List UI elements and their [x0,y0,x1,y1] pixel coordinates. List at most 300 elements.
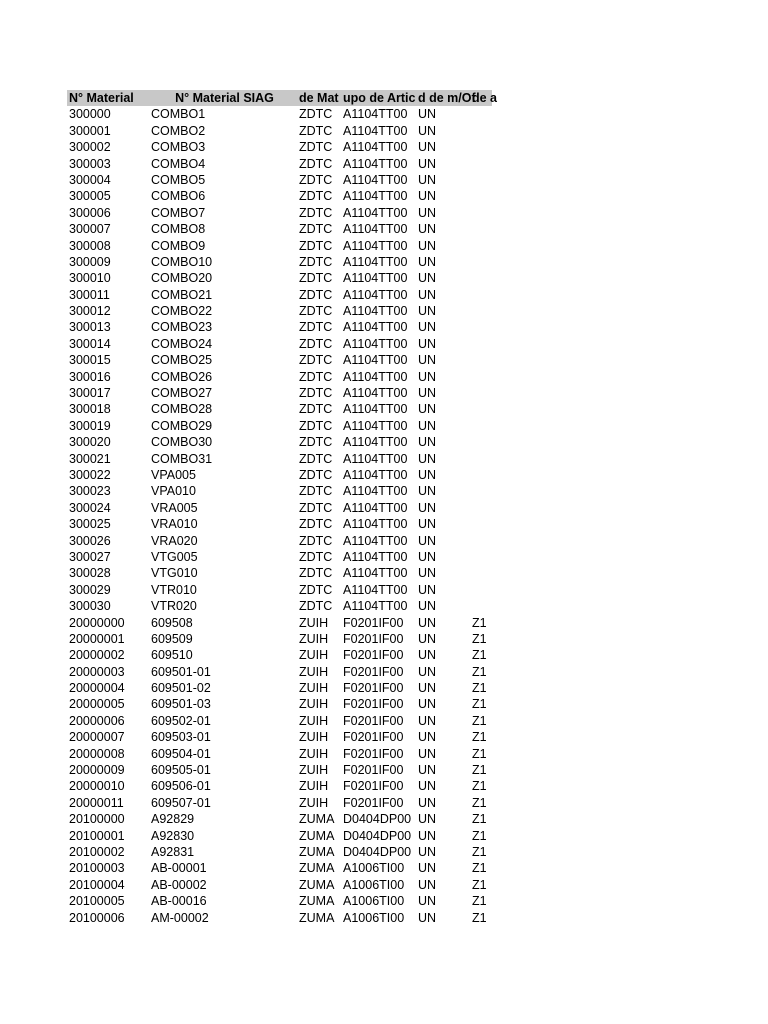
table-cell[interactable]: COMBO9 [151,238,206,253]
table-cell[interactable]: 300004 [69,172,111,187]
table-cell[interactable]: UN [418,812,437,827]
table-cell[interactable]: 300006 [69,205,111,220]
table-cell[interactable]: UN [418,467,437,482]
table-cell[interactable] [470,549,492,565]
table-cell[interactable]: A1104TT00 [343,467,408,482]
table-cell[interactable]: Z1 [472,795,487,810]
table-cell[interactable]: Z1 [472,713,487,728]
table-cell[interactable]: 20100000 [69,812,125,827]
table-cell[interactable]: 20100004 [69,877,125,892]
table-cell[interactable]: A1104TT00 [343,566,408,581]
table-cell[interactable]: 300002 [69,140,111,155]
table-cell[interactable]: VTG010 [151,566,198,581]
table-cell[interactable]: UN [418,795,437,810]
table-cell[interactable]: A1104TT00 [343,205,408,220]
table-cell[interactable] [470,172,492,188]
table-cell[interactable]: 609507-01 [151,795,211,810]
table-cell[interactable]: 300011 [69,287,110,302]
table-cell[interactable]: ZDTC [299,386,333,401]
table-cell[interactable]: 20000011 [69,795,124,810]
table-cell[interactable]: A1104TT00 [343,549,408,564]
table-cell[interactable]: AM-00002 [151,910,209,925]
table-cell[interactable]: 300005 [69,189,111,204]
table-cell[interactable]: VTR010 [151,582,197,597]
table-cell[interactable]: UN [418,402,437,417]
table-cell[interactable]: ZDTC [299,549,333,564]
table-cell[interactable]: 609501-03 [151,697,211,712]
table-cell[interactable]: ZDTC [299,435,333,450]
table-cell[interactable]: COMBO31 [151,451,213,466]
table-cell[interactable]: A1104TT00 [343,517,408,532]
table-cell[interactable]: UN [418,582,437,597]
table-cell[interactable]: A1104TT00 [343,451,408,466]
table-cell[interactable]: UN [418,418,437,433]
table-cell[interactable]: 300013 [69,320,111,335]
table-cell[interactable]: ZDTC [299,304,333,319]
table-cell[interactable]: ZUIH [299,713,329,728]
table-cell[interactable]: COMBO2 [151,123,206,138]
table-cell[interactable]: A92830 [151,828,195,843]
table-cell[interactable]: ZDTC [299,107,333,122]
table-cell[interactable]: 300010 [69,271,111,286]
table-cell[interactable]: COMBO1 [151,107,206,122]
table-cell[interactable]: F0201IF00 [343,697,404,712]
table-cell[interactable]: COMBO24 [151,336,213,351]
table-cell[interactable]: ZUIH [299,648,329,663]
table-cell[interactable]: A1104TT00 [343,599,408,614]
table-cell[interactable]: 300030 [69,599,111,614]
table-cell[interactable]: UN [418,172,437,187]
table-cell[interactable]: VRA005 [151,500,198,515]
table-cell[interactable]: UN [418,877,437,892]
table-cell[interactable]: D0404DP00 [343,844,412,859]
table-cell[interactable]: ZDTC [299,467,333,482]
table-cell[interactable]: COMBO30 [151,435,213,450]
table-cell[interactable]: UN [418,746,437,761]
table-cell[interactable]: 609509 [151,631,193,646]
table-cell[interactable]: A1104TT00 [343,336,408,351]
table-cell[interactable]: 300014 [69,336,111,351]
table-cell[interactable]: UN [418,500,437,515]
table-cell[interactable]: ZDTC [299,517,333,532]
table-cell[interactable]: 20000007 [69,730,125,745]
table-cell[interactable]: Z1 [472,664,487,679]
table-cell[interactable]: 20000000 [69,615,125,630]
table-cell[interactable]: UN [418,386,437,401]
table-cell[interactable] [470,303,492,319]
table-cell[interactable]: A1104TT00 [343,254,408,269]
table-cell[interactable]: Z1 [472,844,487,859]
table-cell[interactable]: VPA010 [151,484,196,499]
table-cell[interactable] [470,270,492,286]
table-cell[interactable]: UN [418,140,437,155]
table-cell[interactable]: UN [418,549,437,564]
table-cell[interactable]: ZDTC [299,287,333,302]
table-cell[interactable]: ZUIH [299,681,329,696]
table-cell[interactable]: Z1 [472,779,487,794]
table-cell[interactable]: A1104TT00 [343,500,408,515]
table-cell[interactable]: UN [418,648,437,663]
table-cell[interactable]: ZDTC [299,172,333,187]
table-cell[interactable]: 20100005 [69,894,125,909]
table-cell[interactable]: UN [418,320,437,335]
table-cell[interactable]: ZDTC [299,599,333,614]
table-cell[interactable]: COMBO22 [151,304,213,319]
table-cell[interactable]: UN [418,861,437,876]
table-cell[interactable]: 300026 [69,533,111,548]
table-cell[interactable] [470,156,492,172]
table-cell[interactable]: ZDTC [299,402,333,417]
table-cell[interactable]: UN [418,189,437,204]
table-cell[interactable]: 300028 [69,566,111,581]
table-cell[interactable]: ZUIH [299,615,329,630]
table-cell[interactable]: 609502-01 [151,713,211,728]
table-cell[interactable]: A1006TI00 [343,877,405,892]
table-cell[interactable]: 300009 [69,254,111,269]
table-cell[interactable]: ZUIH [299,763,329,778]
table-cell[interactable]: ZDTC [299,156,333,171]
table-cell[interactable]: UN [418,222,437,237]
table-cell[interactable]: A1104TT00 [343,582,408,597]
table-cell[interactable]: ZDTC [299,369,333,384]
table-cell[interactable]: 300025 [69,517,111,532]
table-cell[interactable]: UN [418,107,437,122]
table-cell[interactable]: UN [418,631,437,646]
table-cell[interactable]: D0404DP00 [343,828,412,843]
table-cell[interactable]: VRA010 [151,517,198,532]
table-cell[interactable]: ZDTC [299,336,333,351]
table-cell[interactable]: UN [418,910,437,925]
table-cell[interactable]: 20000004 [69,681,125,696]
table-cell[interactable]: ZUIH [299,779,329,794]
table-cell[interactable]: UN [418,844,437,859]
table-cell[interactable]: ZUMA [299,861,335,876]
table-cell[interactable]: A1104TT00 [343,140,408,155]
table-cell[interactable]: 300000 [69,107,111,122]
table-cell[interactable]: A1104TT00 [343,304,408,319]
table-cell[interactable]: 300021 [69,451,111,466]
table-cell[interactable]: UN [418,304,437,319]
table-cell[interactable]: A1006TI00 [343,910,405,925]
table-cell[interactable]: A1006TI00 [343,861,405,876]
table-cell[interactable]: 20000009 [69,763,125,778]
table-cell[interactable]: COMBO23 [151,320,213,335]
table-cell[interactable]: UN [418,451,437,466]
table-cell[interactable]: ZDTC [299,500,333,515]
table-cell[interactable]: 609503-01 [151,730,211,745]
table-cell[interactable] [470,188,492,204]
table-cell[interactable]: ZDTC [299,484,333,499]
table-cell[interactable] [470,483,492,499]
table-cell[interactable]: UN [418,287,437,302]
table-cell[interactable]: COMBO27 [151,386,213,401]
table-cell[interactable]: UN [418,599,437,614]
table-cell[interactable]: 300018 [69,402,111,417]
table-cell[interactable]: 300003 [69,156,111,171]
table-cell[interactable]: ZUMA [299,828,335,843]
table-cell[interactable]: 300001 [69,123,111,138]
table-cell[interactable] [470,434,492,450]
table-cell[interactable]: A1104TT00 [343,386,408,401]
table-cell[interactable]: 20000010 [69,779,125,794]
table-cell[interactable]: 300024 [69,500,111,515]
table-cell[interactable]: A1104TT00 [343,353,408,368]
table-cell[interactable]: UN [418,271,437,286]
table-cell[interactable]: COMBO6 [151,189,206,204]
table-cell[interactable]: F0201IF00 [343,631,404,646]
table-cell[interactable]: Z1 [472,812,487,827]
table-cell[interactable]: 609510 [151,648,193,663]
table-cell[interactable] [470,139,492,155]
table-cell[interactable]: 20100003 [69,861,125,876]
table-cell[interactable]: 609504-01 [151,746,211,761]
table-cell[interactable]: UN [418,336,437,351]
table-cell[interactable]: F0201IF00 [343,730,404,745]
table-cell[interactable]: A1104TT00 [343,402,408,417]
table-cell[interactable]: F0201IF00 [343,615,404,630]
table-cell[interactable]: Z1 [472,681,487,696]
table-cell[interactable]: Z1 [472,894,487,909]
table-cell[interactable]: COMBO10 [151,254,213,269]
table-cell[interactable]: 300019 [69,418,111,433]
table-cell[interactable] [470,221,492,237]
table-cell[interactable] [470,106,492,122]
table-cell[interactable]: 609505-01 [151,763,211,778]
table-cell[interactable]: F0201IF00 [343,763,404,778]
table-cell[interactable]: A1104TT00 [343,320,408,335]
table-cell[interactable]: COMBO25 [151,353,213,368]
table-cell[interactable]: Z1 [472,910,487,925]
table-cell[interactable]: Z1 [472,648,487,663]
table-cell[interactable]: UN [418,205,437,220]
table-cell[interactable]: ZDTC [299,205,333,220]
table-cell[interactable]: UN [418,713,437,728]
table-cell[interactable]: VTG005 [151,549,198,564]
table-cell[interactable]: AB-00002 [151,877,207,892]
table-cell[interactable]: A1104TT00 [343,107,408,122]
table-cell[interactable]: UN [418,697,437,712]
table-cell[interactable]: UN [418,566,437,581]
table-cell[interactable] [470,254,492,270]
table-cell[interactable]: ZDTC [299,353,333,368]
table-cell[interactable]: COMBO7 [151,205,206,220]
table-cell[interactable]: UN [418,894,437,909]
header-cell[interactable]: de a [472,91,498,105]
table-cell[interactable]: Z1 [472,746,487,761]
table-cell[interactable]: A1104TT00 [343,369,408,384]
header-cell[interactable]: d de m/Of [418,91,476,105]
table-cell[interactable]: ZUMA [299,844,335,859]
table-cell[interactable]: A1104TT00 [343,533,408,548]
table-cell[interactable]: F0201IF00 [343,795,404,810]
table-cell[interactable]: ZUMA [299,894,335,909]
table-cell[interactable] [470,238,492,254]
table-cell[interactable]: A1104TT00 [343,123,408,138]
table-cell[interactable] [470,369,492,385]
table-cell[interactable]: ZDTC [299,320,333,335]
table-cell[interactable] [470,418,492,434]
table-cell[interactable] [470,467,492,483]
table-cell[interactable]: 300027 [69,549,111,564]
table-cell[interactable]: ZUIH [299,664,329,679]
table-cell[interactable]: 20100006 [69,910,125,925]
table-cell[interactable]: UN [418,238,437,253]
table-cell[interactable]: 20000001 [69,631,125,646]
table-cell[interactable]: ZDTC [299,123,333,138]
table-cell[interactable]: ZUIH [299,730,329,745]
table-cell[interactable]: A1104TT00 [343,484,408,499]
table-cell[interactable]: 300022 [69,467,111,482]
table-cell[interactable]: UN [418,533,437,548]
table-cell[interactable]: UN [418,435,437,450]
table-cell[interactable] [470,123,492,139]
table-cell[interactable] [470,401,492,417]
table-cell[interactable]: UN [418,828,437,843]
table-cell[interactable]: Z1 [472,763,487,778]
table-cell[interactable]: COMBO29 [151,418,213,433]
table-cell[interactable]: ZUIH [299,631,329,646]
table-cell[interactable]: COMBO3 [151,140,206,155]
table-cell[interactable]: A1104TT00 [343,271,408,286]
table-cell[interactable]: 300015 [69,353,111,368]
table-cell[interactable]: COMBO28 [151,402,213,417]
table-cell[interactable]: F0201IF00 [343,713,404,728]
table-cell[interactable]: VPA005 [151,467,196,482]
table-cell[interactable]: 300029 [69,582,111,597]
table-cell[interactable]: F0201IF00 [343,746,404,761]
table-cell[interactable]: 20000008 [69,746,125,761]
table-cell[interactable] [470,319,492,335]
table-cell[interactable]: ZDTC [299,582,333,597]
table-cell[interactable] [470,516,492,532]
table-cell[interactable]: 300020 [69,435,111,450]
table-cell[interactable] [470,205,492,221]
table-cell[interactable]: D0404DP00 [343,812,412,827]
table-cell[interactable]: COMBO20 [151,271,213,286]
table-cell[interactable]: 609506-01 [151,779,211,794]
table-cell[interactable]: 300023 [69,484,111,499]
table-cell[interactable]: ZUIH [299,697,329,712]
header-cell[interactable]: de Mat [299,91,339,105]
table-cell[interactable] [470,451,492,467]
table-cell[interactable]: UN [418,254,437,269]
table-cell[interactable]: A1104TT00 [343,189,408,204]
table-cell[interactable]: VTR020 [151,599,197,614]
table-cell[interactable]: UN [418,353,437,368]
table-cell[interactable]: F0201IF00 [343,664,404,679]
table-cell[interactable]: COMBO5 [151,172,206,187]
table-cell[interactable]: ZUMA [299,812,335,827]
table-cell[interactable]: COMBO8 [151,222,206,237]
table-cell[interactable]: ZDTC [299,271,333,286]
table-cell[interactable]: ZDTC [299,451,333,466]
table-cell[interactable]: AB-00016 [151,894,207,909]
table-cell[interactable]: UN [418,615,437,630]
table-cell[interactable] [470,352,492,368]
table-cell[interactable]: UN [418,730,437,745]
header-cell[interactable]: upo de Artic [343,91,416,105]
table-cell[interactable]: A1104TT00 [343,172,408,187]
table-cell[interactable]: COMBO21 [151,287,213,302]
table-cell[interactable]: 300007 [69,222,111,237]
table-cell[interactable]: 20100002 [69,844,125,859]
table-cell[interactable]: UN [418,763,437,778]
table-cell[interactable]: A1104TT00 [343,435,408,450]
table-cell[interactable]: Z1 [472,861,487,876]
table-cell[interactable]: 300008 [69,238,111,253]
table-cell[interactable]: VRA020 [151,533,198,548]
table-cell[interactable]: Z1 [472,631,487,646]
table-cell[interactable]: UN [418,664,437,679]
table-cell[interactable]: Z1 [472,615,487,630]
table-cell[interactable]: 20000005 [69,697,125,712]
table-cell[interactable] [470,500,492,516]
table-cell[interactable]: Z1 [472,877,487,892]
table-cell[interactable]: A1104TT00 [343,418,408,433]
table-cell[interactable] [470,598,492,614]
table-cell[interactable]: COMBO26 [151,369,213,384]
table-cell[interactable] [470,336,492,352]
table-cell[interactable]: 609508 [151,615,193,630]
table-cell[interactable]: 20000002 [69,648,125,663]
table-cell[interactable]: ZDTC [299,566,333,581]
table-cell[interactable]: UN [418,369,437,384]
table-cell[interactable]: A92829 [151,812,195,827]
table-cell[interactable]: ZDTC [299,189,333,204]
table-cell[interactable]: 20100001 [69,828,125,843]
table-cell[interactable]: 20000006 [69,713,125,728]
table-cell[interactable]: COMBO4 [151,156,206,171]
table-cell[interactable]: ZUMA [299,877,335,892]
table-cell[interactable]: UN [418,484,437,499]
table-cell[interactable]: AB-00001 [151,861,207,876]
table-cell[interactable]: F0201IF00 [343,648,404,663]
table-cell[interactable]: ZDTC [299,238,333,253]
table-cell[interactable]: 300017 [69,386,111,401]
table-cell[interactable]: A1104TT00 [343,156,408,171]
table-cell[interactable]: A1104TT00 [343,238,408,253]
table-cell[interactable]: ZDTC [299,140,333,155]
table-cell[interactable]: ZUMA [299,910,335,925]
table-cell[interactable] [470,565,492,581]
table-cell[interactable]: UN [418,123,437,138]
table-cell[interactable]: 300012 [69,304,111,319]
table-cell[interactable]: 609501-01 [151,664,211,679]
table-cell[interactable]: ZUIH [299,746,329,761]
table-cell[interactable]: ZDTC [299,418,333,433]
table-cell[interactable]: A1104TT00 [343,287,408,302]
table-cell[interactable]: F0201IF00 [343,779,404,794]
table-cell[interactable]: 300016 [69,369,111,384]
table-cell[interactable]: A1006TI00 [343,894,405,909]
table-cell[interactable]: F0201IF00 [343,681,404,696]
table-cell[interactable]: UN [418,517,437,532]
table-cell[interactable] [470,287,492,303]
table-cell[interactable]: ZUIH [299,795,329,810]
table-cell[interactable]: UN [418,779,437,794]
table-cell[interactable]: ZDTC [299,254,333,269]
table-cell[interactable]: Z1 [472,697,487,712]
table-cell[interactable]: Z1 [472,828,487,843]
table-cell[interactable]: ZDTC [299,533,333,548]
table-cell[interactable] [470,533,492,549]
table-cell[interactable]: A1104TT00 [343,222,408,237]
table-cell[interactable]: UN [418,156,437,171]
table-cell[interactable] [470,385,492,401]
table-cell[interactable]: A92831 [151,844,195,859]
table-cell[interactable]: 609501-02 [151,681,211,696]
table-cell[interactable]: ZDTC [299,222,333,237]
